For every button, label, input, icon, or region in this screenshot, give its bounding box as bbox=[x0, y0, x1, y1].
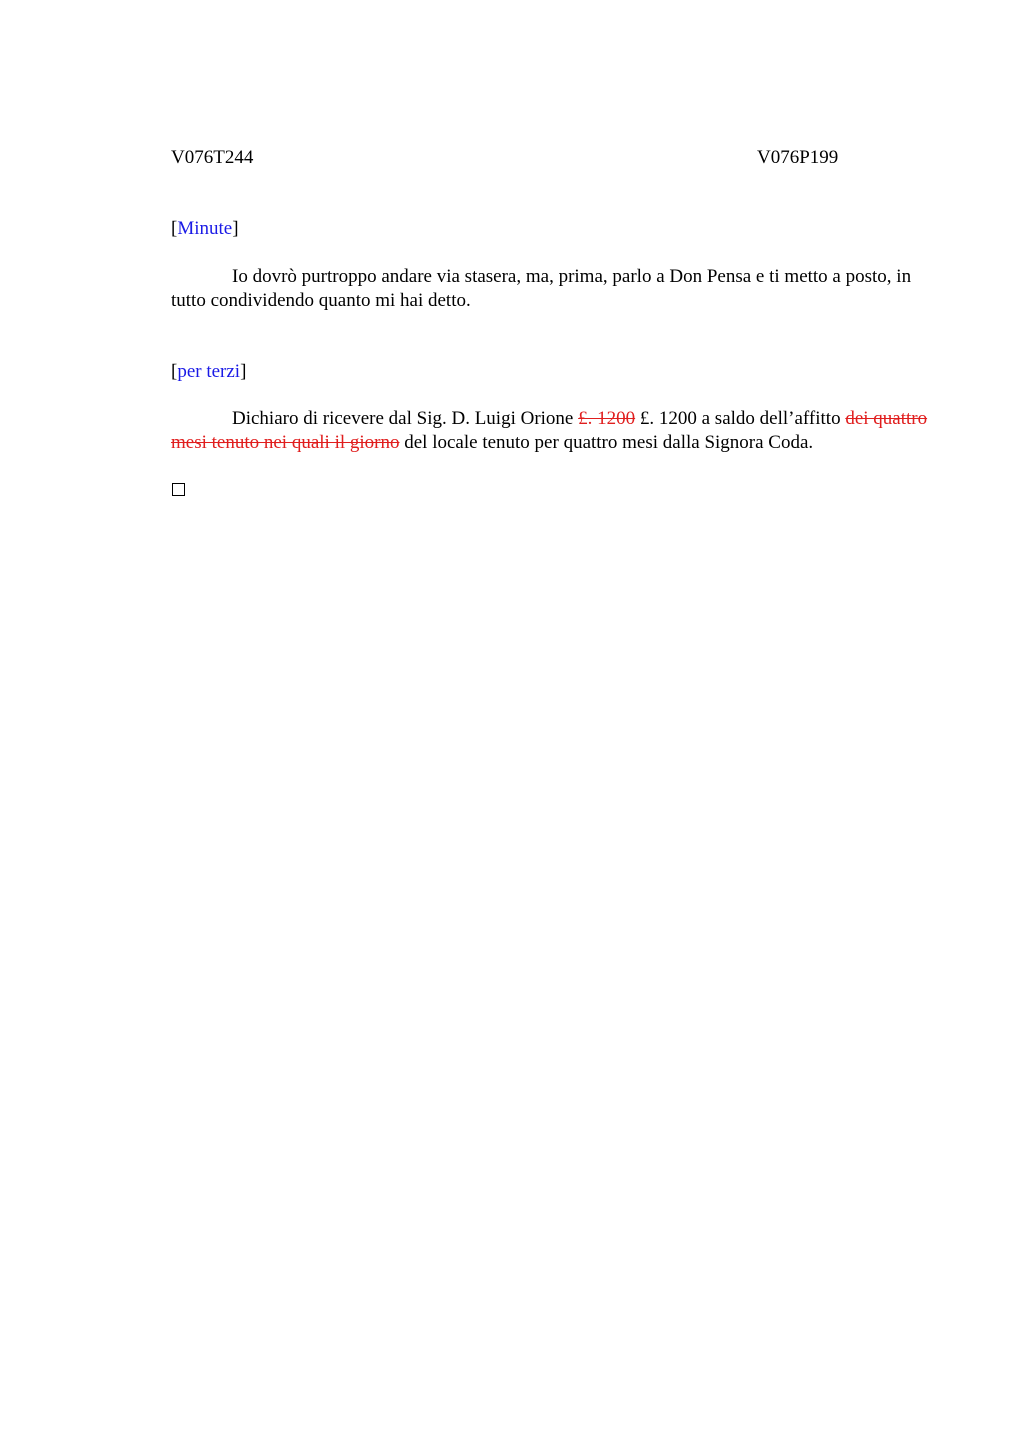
paragraph-text: del locale tenuto per quattro mesi dalla Signora Coda. bbox=[399, 432, 814, 453]
per-terzi-paragraph bbox=[171, 407, 941, 455]
bracket-open: [ bbox=[171, 361, 178, 382]
bracket-open: [ bbox=[171, 218, 178, 239]
paragraph-text: Dichiaro di ricevere dal Sig. D. Luigi Orione bbox=[232, 408, 579, 429]
section-label-per-terzi: per terzi bbox=[177, 361, 241, 382]
section-label-minute: Minute bbox=[177, 218, 233, 239]
deleted-text: £. 1200 bbox=[578, 408, 636, 429]
document-code-left: V076T244 bbox=[171, 147, 254, 168]
deleted-text: dei quattro mesi tenuto nei quali il giorno bbox=[171, 408, 928, 453]
end-marker-box-icon bbox=[172, 483, 185, 496]
minute-paragraph: Io dovrò purtroppo andare via stasera, ma, prima, parlo a Don Pensa e ti metto a posto, in tutto condividendo quanto mi hai detto. bbox=[171, 266, 912, 311]
section-heading-per-terzi bbox=[171, 360, 246, 384]
bracket-close: ] bbox=[240, 361, 247, 382]
bracket-close: ] bbox=[232, 218, 239, 239]
section-heading-minute bbox=[171, 217, 239, 241]
document-code-right: V076P199 bbox=[757, 147, 839, 168]
paragraph-text: £. 1200 a saldo dell’affitto bbox=[635, 408, 846, 429]
